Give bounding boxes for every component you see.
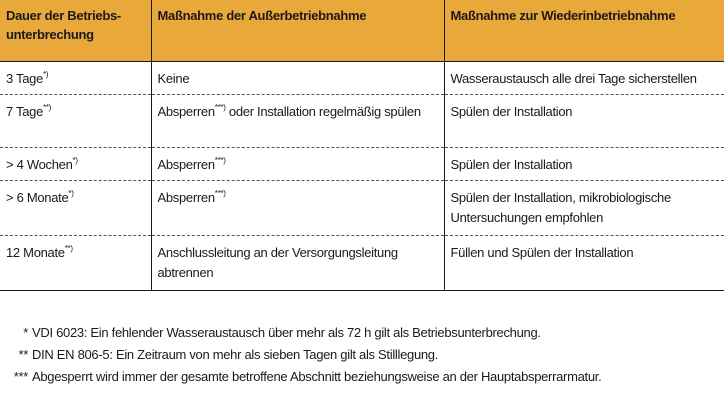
duration-text: 3 Tage: [6, 70, 43, 86]
duration-text: 12 Monate: [6, 244, 65, 260]
footnote-item: [0, 344, 726, 366]
table-row: [0, 147, 724, 180]
shutdown-suffix-text: oder Installation regelmäßig spülen: [225, 103, 421, 119]
shutdown-text: Absperren: [157, 103, 215, 119]
cell-duration: [0, 147, 151, 180]
header-duration-line2: unterbrechung: [6, 27, 94, 42]
table-row: [0, 94, 724, 147]
header-shutdown-measure: Maßnahme der Außerbetriebnahme: [151, 0, 444, 61]
footnote-mark: *: [23, 325, 28, 340]
cell-shutdown: [151, 147, 444, 180]
footnote-mark: **: [18, 347, 28, 362]
duration-text: > 4 Wochen: [6, 156, 73, 172]
table-row: [0, 235, 724, 290]
shutdown-text: Keine: [157, 70, 190, 86]
shutdown-text: Anschlussleitung an der Versorgungsleitung abtrennen: [157, 244, 398, 280]
footnote-item: [0, 366, 726, 388]
cell-duration: [0, 61, 151, 94]
cell-shutdown: [151, 180, 444, 235]
shutdown-text: Absperren: [157, 156, 215, 172]
footnote-text: VDI 6023: Ein fehlender Wasseraustausch über mehr als 72 h gilt als Betriebsunterbrechung.: [32, 325, 541, 340]
cell-duration: [0, 180, 151, 235]
footnote-mark: ***): [214, 188, 226, 198]
table-row: [0, 180, 724, 235]
footnote-text: Abgesperrt wird immer der gesamte betroffene Abschnitt beziehungsweise an der Hauptabsperrarmatur.: [32, 369, 602, 384]
footnote-text: DIN EN 806-5: Ein Zeitraum von mehr als sieben Tagen gilt als Stilllegung.: [32, 347, 439, 362]
cell-duration: [0, 94, 151, 147]
footnotes: [0, 322, 726, 388]
cell-restart: Spülen der Installation, mikrobiologische Untersuchungen empfohlen: [444, 180, 724, 235]
cell-duration: [0, 235, 151, 290]
header-duration: [0, 0, 151, 61]
cell-shutdown: [151, 235, 444, 290]
footnote-mark: *): [43, 69, 49, 79]
cell-shutdown: [151, 94, 444, 147]
table-header-row: [0, 0, 724, 61]
duration-text: > 6 Monate: [6, 189, 69, 205]
table-row: [0, 61, 724, 94]
cell-restart: Wasseraustausch alle drei Tage sicherstellen: [444, 61, 724, 94]
cell-restart: Spülen der Installation: [444, 147, 724, 180]
cell-restart: Spülen der Installation: [444, 94, 724, 147]
footnote-mark: ***): [214, 155, 226, 165]
footnote-mark: *): [68, 188, 74, 198]
duration-text: 7 Tage: [6, 103, 43, 119]
cell-shutdown: [151, 61, 444, 94]
shutdown-text: Absperren: [157, 189, 215, 205]
cell-restart: Füllen und Spülen der Installation: [444, 235, 724, 290]
footnote-item: [0, 322, 726, 344]
footnote-mark: ***): [214, 102, 226, 112]
footnote-mark: **): [43, 102, 51, 112]
header-duration-line1: Dauer der Betriebs-: [6, 8, 121, 23]
footnote-mark: ***: [13, 369, 28, 384]
footnote-mark: **): [64, 243, 73, 253]
footnote-mark: *): [72, 155, 78, 165]
header-restart-measure: Maßnahme zur Wiederinbetriebnahme: [444, 0, 724, 61]
